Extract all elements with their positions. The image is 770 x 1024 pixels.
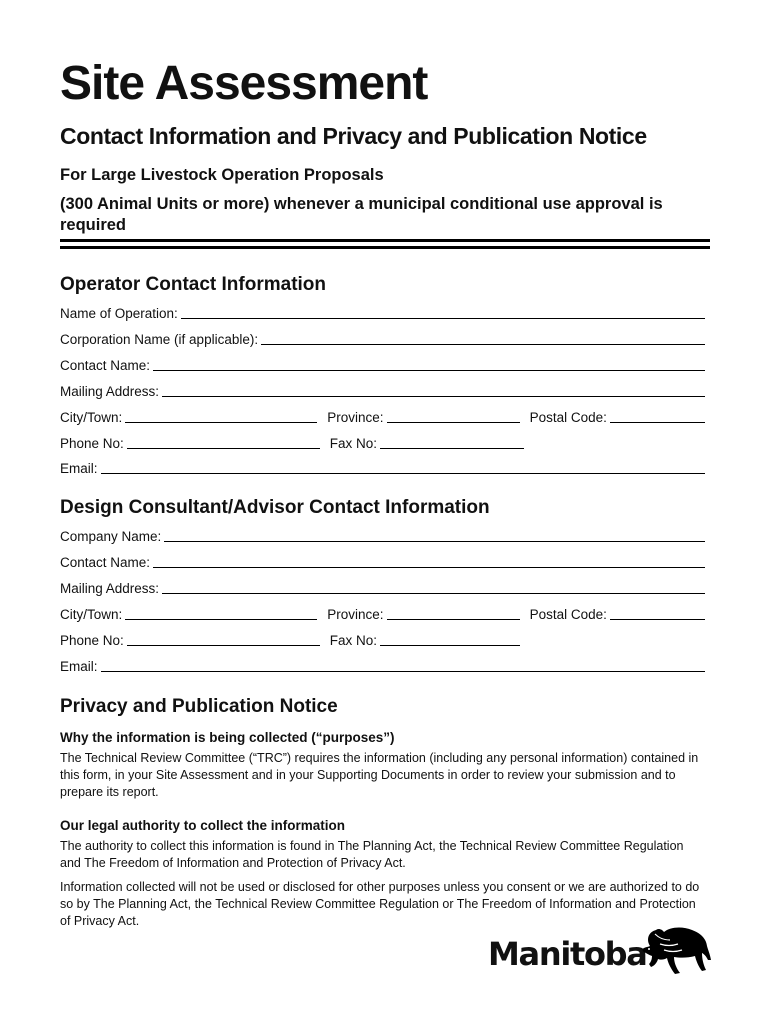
operator-email-field[interactable] — [60, 457, 705, 477]
city-town-field[interactable] — [125, 422, 317, 423]
legal-authority-heading: Our legal authority to collect the information — [60, 818, 346, 833]
fax-field[interactable] — [380, 645, 520, 646]
field-label: Email: — [60, 461, 98, 476]
consultant-mailing-address-field[interactable] — [60, 577, 705, 597]
field-label: City/Town: — [60, 607, 123, 622]
operator-corporation-name-field[interactable] — [60, 328, 705, 348]
fax-field[interactable] — [380, 448, 524, 449]
legal-authority-text: The authority to collect this information is found in The Planning Act, the Technical Review Committee Regulation and The Freedom of Information and Protection of Privacy Act. — [60, 839, 684, 870]
field-label: Contact Name: — [60, 555, 151, 570]
consultant-email-field[interactable] — [60, 655, 705, 675]
operator-name-of-operation-field[interactable] — [60, 302, 705, 322]
field-label: Contact Name: — [60, 358, 151, 373]
field-line[interactable] — [153, 567, 705, 568]
bison-icon — [640, 926, 712, 978]
operator-contact-name-field[interactable] — [60, 354, 705, 374]
field-line[interactable] — [261, 344, 705, 345]
intro-line-1: For Large Livestock Operation Proposals — [60, 166, 384, 184]
field-line[interactable] — [153, 370, 705, 371]
postal-code-field[interactable] — [610, 619, 705, 620]
operator-phone-fax-row — [60, 432, 705, 452]
field-label: Postal Code: — [529, 410, 607, 425]
field-line[interactable] — [101, 473, 705, 474]
why-collected-text: The Technical Review Committee (“TRC”) requires the information (including any personal information) contained in this form, in your Site Assessment and in your Supporting Documents in order to review your submission and to prepare its report. — [60, 751, 699, 799]
page-subtitle: Contact Information and Privacy and Publication Notice — [60, 123, 647, 149]
phone-field[interactable] — [127, 645, 320, 646]
operator-mailing-address-field[interactable] — [60, 380, 705, 400]
logo-wordmark: Manitoba — [488, 935, 647, 973]
consultant-city-province-postal-row — [60, 603, 705, 623]
field-line[interactable] — [164, 541, 705, 542]
header-divider-top — [60, 239, 710, 242]
manitoba-logo — [488, 926, 713, 980]
consultant-contact-name-field[interactable] — [60, 551, 705, 571]
field-label: Fax No: — [329, 436, 378, 451]
field-label: Mailing Address: — [60, 581, 160, 596]
city-town-field[interactable] — [125, 619, 317, 620]
operator-section-title: Operator Contact Information — [60, 274, 327, 295]
postal-code-field[interactable] — [610, 422, 705, 423]
field-label: Province: — [327, 410, 384, 425]
why-collected-heading: Why the information is being collected (“purposes”) — [60, 730, 395, 745]
field-line[interactable] — [101, 671, 705, 672]
field-label: Province: — [327, 607, 384, 622]
field-label: City/Town: — [60, 410, 123, 425]
field-label: Corporation Name (if applicable): — [60, 332, 259, 347]
consultant-section-title: Design Consultant/Advisor Contact Information — [60, 497, 490, 518]
field-label: Postal Code: — [529, 607, 607, 622]
field-label: Email: — [60, 659, 98, 674]
field-label: Mailing Address: — [60, 384, 160, 399]
field-label: Fax No: — [329, 633, 378, 648]
information-use-text: Information collected will not be used or disclosed for other purposes unless you consent or we are authorized to do so by The Planning Act, the Technical Review Committee Regulation or The Freedom of Information and Protection of Privacy Act. — [60, 880, 700, 928]
privacy-section-title: Privacy and Publication Notice — [60, 696, 338, 717]
field-label: Phone No: — [60, 436, 124, 451]
header-divider-bottom — [60, 246, 710, 249]
field-label: Company Name: — [60, 529, 162, 544]
field-line[interactable] — [181, 318, 705, 319]
intro-line-2: (300 Animal Units or more) whenever a municipal conditional use approval is required — [60, 195, 663, 234]
field-line[interactable] — [162, 593, 705, 594]
consultant-phone-fax-row — [60, 629, 705, 649]
consultant-company-name-field[interactable] — [60, 525, 705, 545]
field-line[interactable] — [162, 396, 705, 397]
field-label: Name of Operation: — [60, 306, 178, 321]
field-label: Phone No: — [60, 633, 124, 648]
page-title: Site Assessment — [60, 57, 428, 110]
province-field[interactable] — [387, 619, 520, 620]
province-field[interactable] — [387, 422, 520, 423]
phone-field[interactable] — [127, 448, 320, 449]
operator-city-province-postal-row — [60, 406, 705, 426]
